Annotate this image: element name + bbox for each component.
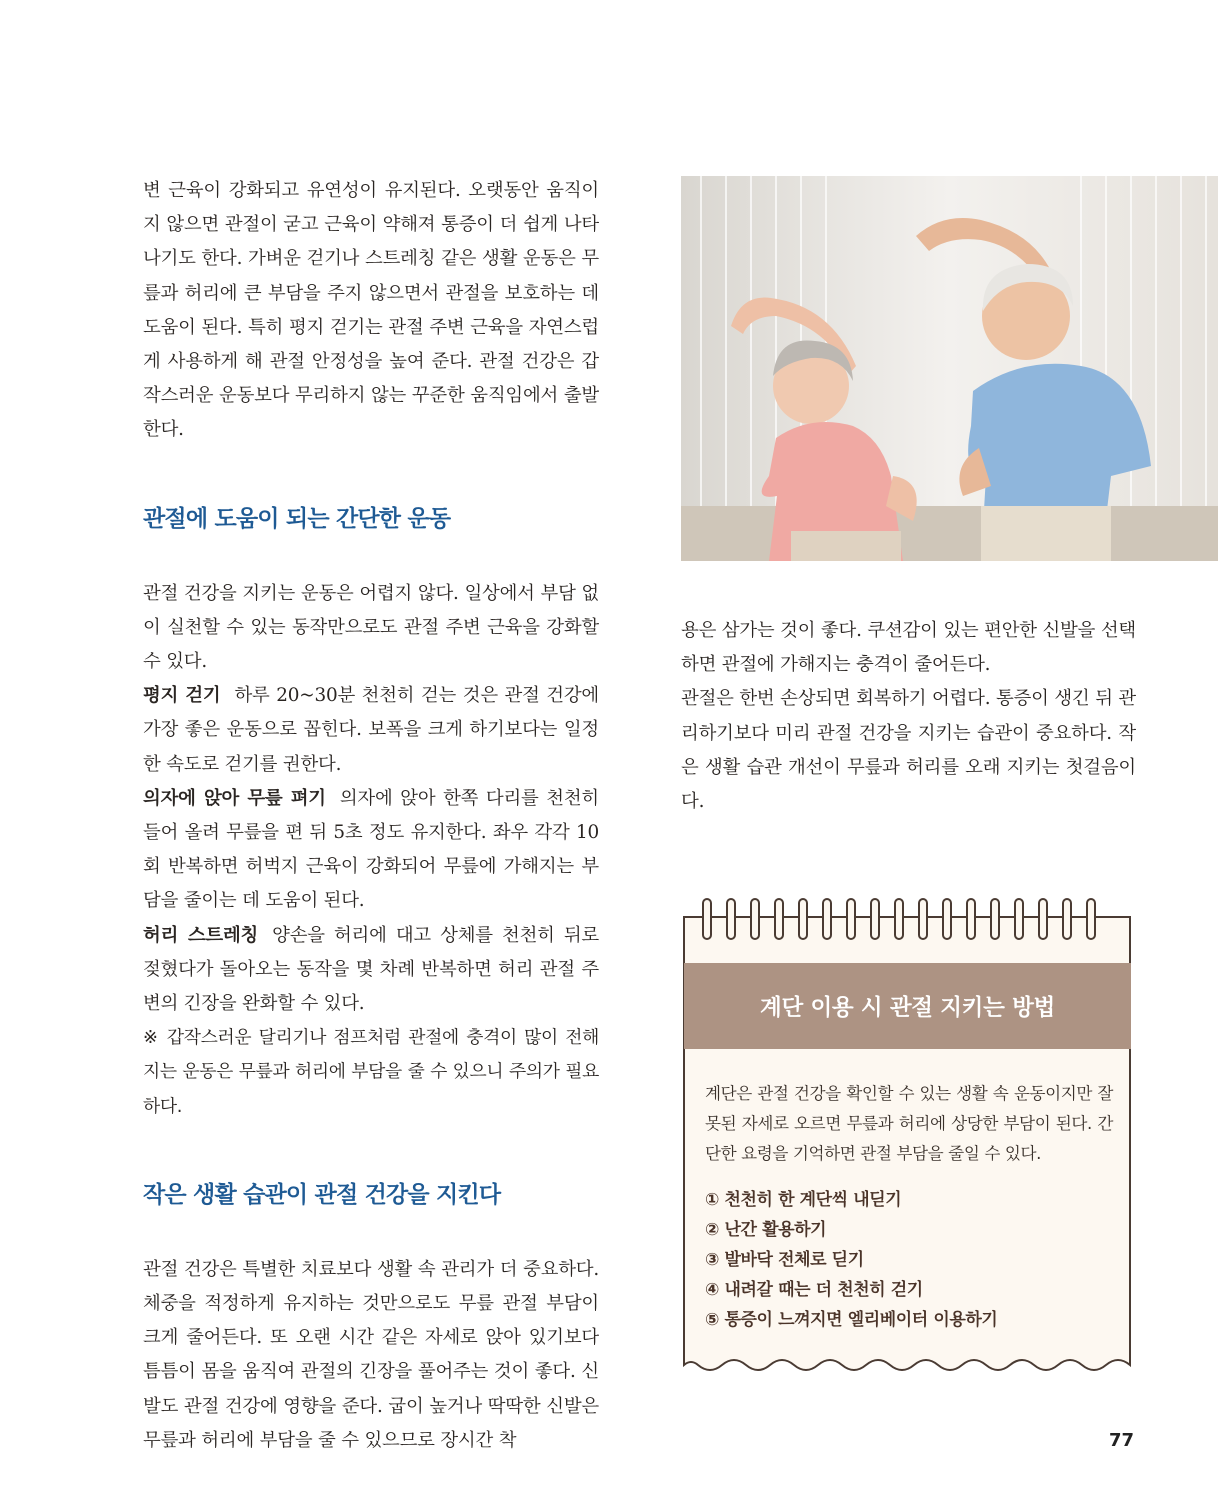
tip-item: ④ 내려갈 때는 더 천천히 걷기 — [705, 1280, 923, 1300]
card-intro: 계단은 관절 건강을 확인할 수 있는 생활 속 운동이지만 잘못된 자세로 오르면 무릎과 허리에 상당한 부담이 된다. 간단한 요령을 기억하면 관절 부담을 줄일 수 있다. — [705, 1084, 1113, 1163]
exercise-title: 허리 스트레칭 — [143, 924, 259, 946]
tip-item: ① 천천히 한 계단씩 내딛기 — [705, 1190, 902, 1210]
page-number: 77 — [1108, 1430, 1134, 1451]
section-heading-habits: 작은 생활 습관이 관절 건강을 지킨다 — [143, 1181, 501, 1208]
caution-note: ※ 갑작스러운 달리기나 점프처럼 관절에 충격이 많이 전해지는 운동은 무릎과 허리에 부담을 줄 수 있으니 주의가 필요하다. — [143, 1027, 599, 1117]
exercise-item-waist — [143, 919, 599, 1022]
exercise-item-walking — [143, 679, 599, 782]
exercise-title: 평지 걷기 — [143, 685, 221, 707]
elderly-couple-stretch-photo — [681, 176, 1218, 561]
intro-paragraph: 변 근육이 강화되고 유연성이 유지된다. 오랫동안 움직이지 않으면 관절이 굳고 근육이 약해져 통증이 더 쉽게 나타나기도 한다. 가벼운 걷기나 스트레칭 같은 생활 운동은 무릎과 허리에 큰 부담을 주지 않으면서 관절을 보호하는 데 도움이 된다. 특히 평지 걷기는 관절 주변 근육을 자연스럽게 사용하게 해 관절 안정성을 높여 준다. 관절 건강은 갑작스러운 운동보다 무리하지 않는 꾸준한 움직임에서 출발한다. — [143, 180, 599, 441]
stairs-tip-card — [681, 893, 1133, 1380]
exercise-lead-paragraph: 관절 건강을 지키는 운동은 어렵지 않다. 일상에서 부담 없이 실천할 수 있는 동작만으로도 관절 주변 근육을 강화할 수 있다. — [143, 582, 599, 673]
closing-paragraph: 관절은 한번 손상되면 회복하기 어렵다. 통증이 생긴 뒤 관리하기보다 미리 관절 건강을 지키는 습관이 중요하다. 작은 생활 습관 개선이 무릎과 허리를 오래 지키는 첫걸음이다. — [681, 688, 1136, 813]
left-column — [143, 174, 599, 1458]
tip-item: ③ 발바닥 전체로 딛기 — [705, 1250, 864, 1270]
section-heading-exercise: 관절에 도움이 되는 간단한 운동 — [143, 505, 451, 532]
card-title-band — [684, 963, 1131, 1049]
card-title: 계단 이용 시 관절 지키는 방법 — [760, 995, 1055, 1021]
exercise-text: 의자에 앉아 한쪽 다리를 천천히 들어 올려 무릎을 편 뒤 5초 정도 유지한다. 좌우 각각 10회 반복하면 허벅지 근육이 강화되어 무릎에 가해지는 부담을 줄이는 데 도움이 된다. — [143, 787, 599, 912]
continuation-paragraph: 용은 삼가는 것이 좋다. 쿠션감이 있는 편안한 신발을 선택하면 관절에 가해지는 충격이 줄어든다. — [681, 620, 1136, 676]
exercise-text: 하루 20~30분 천천히 걷는 것은 관절 건강에 가장 좋은 운동으로 꼽힌다. 보폭을 크게 하기보다는 일정한 속도로 걷기를 권한다. — [143, 685, 599, 775]
exercise-title: 의자에 앉아 무릎 펴기 — [143, 787, 326, 809]
tip-list — [705, 1185, 997, 1335]
habits-paragraph: 관절 건강은 특별한 치료보다 생활 속 관리가 더 중요하다. 체중을 적정하게 유지하는 것만으로도 무릎 관절 부담이 크게 줄어든다. 또 오랜 시간 같은 자세로 앉아 있기보다 틈틈이 몸을 움직여 관절의 긴장을 풀어주는 것이 좋다. 신발도 관절 건강에 영향을 준다. 굽이 높거나 딱딱한 신발은 무릎과 허리에 부담을 줄 수 있으므로 장시간 착 — [143, 1258, 599, 1451]
exercise-text: 양손을 허리에 대고 상체를 천천히 뒤로 젖혔다가 돌아오는 동작을 몇 차례 반복하면 허리 관절 주변의 긴장을 완화할 수 있다. — [143, 924, 599, 1015]
right-column — [681, 614, 1136, 819]
photo-illustration — [681, 176, 1218, 561]
tip-item: ② 난간 활용하기 — [705, 1220, 827, 1240]
exercise-item-knee — [143, 782, 599, 919]
tip-item: ⑤ 통증이 느껴지면 엘리베이터 이용하기 — [705, 1310, 998, 1330]
